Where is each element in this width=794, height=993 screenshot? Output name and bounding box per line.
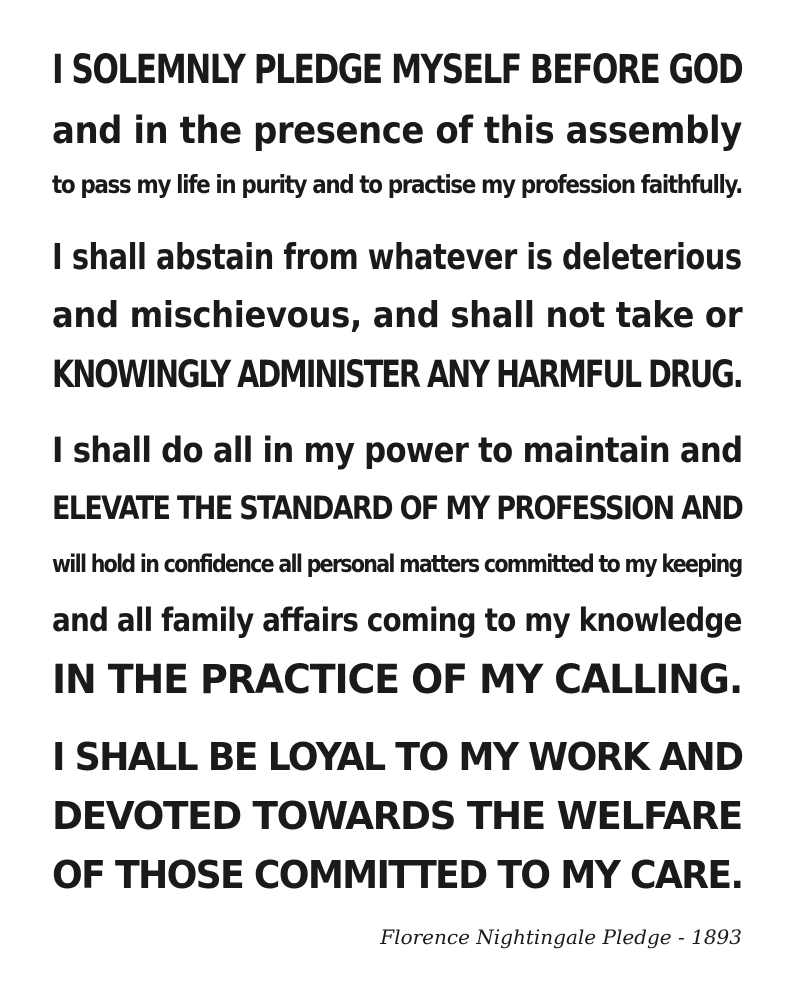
pledge-line: IN THE PRACTICE OF MY CALLING.: [52, 657, 743, 703]
pledge-line: I SOLEMNLY PLEDGE MYSELF BEFORE GOD: [52, 47, 743, 93]
pledge-line: KNOWINGLY ADMINISTER ANY HARMFUL DRUG.: [52, 353, 742, 396]
pledge-line: I SHALL BE LOYAL TO MY WORK AND: [52, 735, 743, 779]
pledge-line: and in the presence of this assembly: [52, 109, 742, 152]
pledge-line: ELEVATE THE STANDARD OF MY PROFESSION AND: [52, 489, 743, 527]
pledge-line: I shall do all in my power to maintain and: [52, 431, 743, 471]
pledge-line: will hold in confidence all personal matters committed to my keeping: [52, 550, 742, 578]
attribution: Florence Nightingale Pledge - 1893: [380, 925, 742, 949]
pledge-line: and mischievous, and shall not take or: [52, 295, 743, 336]
pledge-line: I shall abstain from whatever is deleterious: [52, 237, 742, 278]
pledge-line: and all family affairs coming to my knowledge: [52, 601, 742, 639]
pledge-line: DEVOTED TOWARDS THE WELFARE: [52, 794, 742, 838]
pledge-line: to pass my life in purity and to practise my profession faithfully.: [52, 170, 742, 199]
pledge-line: OF THOSE COMMITTED TO MY CARE.: [52, 853, 743, 897]
